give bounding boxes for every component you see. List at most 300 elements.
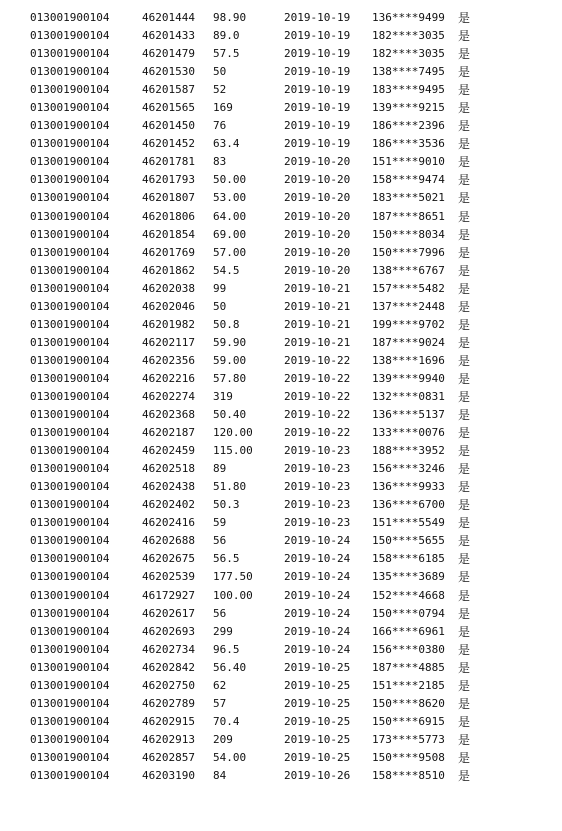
account-cell: 013001900104 — [30, 263, 110, 277]
table-row — [0, 749, 562, 767]
date-cell: 2019-10-22 — [284, 389, 351, 403]
account-cell: 013001900104 — [30, 444, 110, 458]
flag-cell: 是 — [458, 606, 471, 621]
amount-cell: 50 — [213, 299, 227, 313]
account-cell: 013001900104 — [30, 588, 110, 602]
order-number-cell: 46201769 — [142, 245, 195, 259]
amount-cell: 50 — [213, 65, 227, 79]
phone-cell: 138****6767 — [372, 263, 445, 277]
order-number-cell: 46202675 — [142, 552, 195, 566]
account-cell: 013001900104 — [30, 642, 110, 656]
table-row — [0, 298, 562, 316]
date-cell: 2019-10-25 — [284, 750, 351, 764]
account-cell: 013001900104 — [30, 11, 110, 24]
table-row — [0, 659, 562, 677]
phone-cell: 136****5137 — [372, 408, 445, 422]
amount-cell: 319 — [213, 389, 233, 403]
flag-cell: 是 — [458, 137, 471, 152]
order-number-cell: 46172927 — [142, 588, 195, 602]
amount-cell: 56.5 — [213, 552, 240, 566]
account-cell: 013001900104 — [30, 678, 110, 692]
flag-cell: 是 — [458, 624, 471, 639]
flag-cell: 是 — [458, 155, 471, 170]
table-row — [0, 117, 562, 135]
account-cell: 013001900104 — [30, 498, 110, 512]
amount-cell: 59.90 — [213, 335, 247, 349]
account-cell: 013001900104 — [30, 29, 110, 43]
flag-cell: 是 — [458, 516, 471, 531]
table-row — [0, 406, 562, 424]
phone-cell: 156****0380 — [372, 642, 445, 656]
phone-cell: 166****6961 — [372, 624, 445, 638]
table-row — [0, 171, 562, 189]
phone-cell: 187****4885 — [372, 660, 445, 674]
amount-cell: 57.00 — [213, 245, 247, 259]
flag-cell: 是 — [458, 101, 471, 116]
table-row — [0, 496, 562, 514]
table-row — [0, 568, 562, 586]
date-cell: 2019-10-20 — [284, 263, 351, 277]
date-cell: 2019-10-26 — [284, 768, 351, 782]
order-number-cell: 46201587 — [142, 83, 195, 97]
phone-cell: 186****3536 — [372, 137, 445, 151]
flag-cell: 是 — [458, 209, 471, 224]
order-number-cell: 46202617 — [142, 606, 195, 620]
amount-cell: 98.90 — [213, 11, 247, 24]
order-number-cell: 46202518 — [142, 462, 195, 476]
amount-cell: 57 — [213, 696, 227, 710]
account-cell: 013001900104 — [30, 408, 110, 422]
date-cell: 2019-10-22 — [284, 371, 351, 385]
account-cell: 013001900104 — [30, 768, 110, 782]
table-row — [0, 9, 562, 27]
order-number-cell: 46202459 — [142, 444, 195, 458]
amount-cell: 299 — [213, 624, 233, 638]
order-number-cell: 46202693 — [142, 624, 195, 638]
amount-cell: 54.5 — [213, 263, 240, 277]
date-cell: 2019-10-19 — [284, 83, 351, 97]
flag-cell: 是 — [458, 47, 471, 62]
phone-cell: 182****3035 — [372, 29, 445, 43]
account-cell: 013001900104 — [30, 480, 110, 494]
phone-cell: 136****9933 — [372, 480, 445, 494]
amount-cell: 53.00 — [213, 191, 247, 205]
amount-cell: 63.4 — [213, 137, 240, 151]
account-cell: 013001900104 — [30, 624, 110, 638]
account-cell: 013001900104 — [30, 299, 110, 313]
account-cell: 013001900104 — [30, 570, 110, 584]
table-row — [0, 244, 562, 262]
flag-cell: 是 — [458, 65, 471, 80]
order-number-cell: 46202402 — [142, 498, 195, 512]
amount-cell: 76 — [213, 119, 227, 133]
table-row — [0, 27, 562, 45]
date-cell: 2019-10-22 — [284, 408, 351, 422]
order-number-cell: 46201806 — [142, 209, 195, 223]
table-row — [0, 334, 562, 352]
amount-cell: 70.4 — [213, 714, 240, 728]
table-row — [0, 677, 562, 695]
date-cell: 2019-10-19 — [284, 29, 351, 43]
order-number-cell: 46201433 — [142, 29, 195, 43]
order-number-cell: 46202356 — [142, 353, 195, 367]
phone-cell: 151****2185 — [372, 678, 445, 692]
order-number-cell: 46202117 — [142, 335, 195, 349]
phone-cell: 150****7996 — [372, 245, 445, 259]
flag-cell: 是 — [458, 714, 471, 729]
order-number-cell: 46201862 — [142, 263, 195, 277]
amount-cell: 51.80 — [213, 480, 247, 494]
date-cell: 2019-10-21 — [284, 281, 351, 295]
flag-cell: 是 — [458, 299, 471, 314]
flag-cell: 是 — [458, 678, 471, 693]
flag-cell: 是 — [458, 642, 471, 657]
order-number-cell: 46202368 — [142, 408, 195, 422]
amount-cell: 89 — [213, 462, 227, 476]
order-number-cell: 46202416 — [142, 516, 195, 530]
date-cell: 2019-10-23 — [284, 498, 351, 512]
flag-cell: 是 — [458, 281, 471, 296]
account-cell: 013001900104 — [30, 65, 110, 79]
amount-cell: 83 — [213, 155, 227, 169]
table-row — [0, 713, 562, 731]
flag-cell: 是 — [458, 353, 471, 368]
flag-cell: 是 — [458, 317, 471, 332]
phone-cell: 133****0076 — [372, 426, 445, 440]
date-cell: 2019-10-23 — [284, 462, 351, 476]
date-cell: 2019-10-22 — [284, 353, 351, 367]
table-row — [0, 153, 562, 171]
phone-cell: 150****8034 — [372, 227, 445, 241]
phone-cell: 173****5773 — [372, 732, 445, 746]
account-cell: 013001900104 — [30, 389, 110, 403]
amount-cell: 64.00 — [213, 209, 247, 223]
account-cell: 013001900104 — [30, 353, 110, 367]
table-row — [0, 135, 562, 153]
phone-cell: 182****3035 — [372, 47, 445, 61]
table-row — [0, 388, 562, 406]
table-row — [0, 695, 562, 713]
flag-cell: 是 — [458, 732, 471, 747]
flag-cell: 是 — [458, 588, 471, 603]
order-number-cell: 46202216 — [142, 371, 195, 385]
amount-cell: 96.5 — [213, 642, 240, 656]
date-cell: 2019-10-19 — [284, 65, 351, 79]
order-number-cell: 46203190 — [142, 768, 195, 782]
order-number-cell: 46202734 — [142, 642, 195, 656]
table-row — [0, 262, 562, 280]
phone-cell: 199****9702 — [372, 317, 445, 331]
amount-cell: 50.40 — [213, 408, 247, 422]
account-cell: 013001900104 — [30, 173, 110, 187]
table-row — [0, 81, 562, 99]
account-cell: 013001900104 — [30, 191, 110, 205]
amount-cell: 57.5 — [213, 47, 240, 61]
amount-cell: 59 — [213, 516, 227, 530]
flag-cell: 是 — [458, 570, 471, 585]
flag-cell: 是 — [458, 462, 471, 477]
date-cell: 2019-10-24 — [284, 606, 351, 620]
account-cell: 013001900104 — [30, 371, 110, 385]
account-cell: 013001900104 — [30, 462, 110, 476]
amount-cell: 100.00 — [213, 588, 253, 602]
date-cell: 2019-10-21 — [284, 335, 351, 349]
date-cell: 2019-10-20 — [284, 245, 351, 259]
phone-cell: 183****5021 — [372, 191, 445, 205]
date-cell: 2019-10-25 — [284, 732, 351, 746]
phone-cell: 188****3952 — [372, 444, 445, 458]
amount-cell: 177.50 — [213, 570, 253, 584]
amount-cell: 50.8 — [213, 317, 240, 331]
phone-cell: 156****3246 — [372, 462, 445, 476]
flag-cell: 是 — [458, 389, 471, 404]
date-cell: 2019-10-19 — [284, 47, 351, 61]
flag-cell: 是 — [458, 245, 471, 260]
order-number-cell: 46202842 — [142, 660, 195, 674]
flag-cell: 是 — [458, 750, 471, 765]
flag-cell: 是 — [458, 426, 471, 441]
phone-cell: 158****8510 — [372, 768, 445, 782]
account-cell: 013001900104 — [30, 696, 110, 710]
amount-cell: 57.80 — [213, 371, 247, 385]
date-cell: 2019-10-25 — [284, 696, 351, 710]
amount-cell: 54.00 — [213, 750, 247, 764]
phone-cell: 150****5655 — [372, 534, 445, 548]
account-cell: 013001900104 — [30, 137, 110, 151]
phone-cell: 132****0831 — [372, 389, 445, 403]
phone-cell: 158****9474 — [372, 173, 445, 187]
order-number-cell: 46202789 — [142, 696, 195, 710]
phone-cell: 150****8620 — [372, 696, 445, 710]
table-row — [0, 45, 562, 63]
date-cell: 2019-10-19 — [284, 101, 351, 115]
amount-cell: 56.40 — [213, 660, 247, 674]
amount-cell: 115.00 — [213, 444, 253, 458]
date-cell: 2019-10-25 — [284, 678, 351, 692]
order-number-cell: 46201854 — [142, 227, 195, 241]
table-row — [0, 514, 562, 532]
table-row — [0, 605, 562, 623]
table-row — [0, 99, 562, 117]
flag-cell: 是 — [458, 335, 471, 350]
account-cell: 013001900104 — [30, 516, 110, 530]
flag-cell: 是 — [458, 480, 471, 495]
order-number-cell: 46202274 — [142, 389, 195, 403]
account-cell: 013001900104 — [30, 47, 110, 61]
account-cell: 013001900104 — [30, 101, 110, 115]
amount-cell: 209 — [213, 732, 233, 746]
table-row — [0, 316, 562, 334]
amount-cell: 69.00 — [213, 227, 247, 241]
order-number-cell: 46202038 — [142, 281, 195, 295]
order-number-cell: 46202688 — [142, 534, 195, 548]
amount-cell: 56 — [213, 606, 227, 620]
order-number-cell: 46201793 — [142, 173, 195, 187]
order-number-cell: 46201452 — [142, 137, 195, 151]
date-cell: 2019-10-20 — [284, 227, 351, 241]
phone-cell: 152****4668 — [372, 588, 445, 602]
account-cell: 013001900104 — [30, 606, 110, 620]
date-cell: 2019-10-21 — [284, 299, 351, 313]
flag-cell: 是 — [458, 552, 471, 567]
flag-cell: 是 — [458, 768, 471, 783]
flag-cell: 是 — [458, 696, 471, 711]
phone-cell: 138****7495 — [372, 65, 445, 79]
table-row — [0, 442, 562, 460]
date-cell: 2019-10-23 — [284, 480, 351, 494]
date-cell: 2019-10-24 — [284, 570, 351, 584]
table-row — [0, 623, 562, 641]
phone-cell: 150****0794 — [372, 606, 445, 620]
table-row — [0, 280, 562, 298]
amount-cell: 99 — [213, 281, 227, 295]
phone-cell: 135****3689 — [372, 570, 445, 584]
order-number-cell: 46202438 — [142, 480, 195, 494]
flag-cell: 是 — [458, 29, 471, 44]
account-cell: 013001900104 — [30, 227, 110, 241]
order-number-cell: 46202750 — [142, 678, 195, 692]
date-cell: 2019-10-23 — [284, 516, 351, 530]
flag-cell: 是 — [458, 119, 471, 134]
table-row — [0, 478, 562, 496]
amount-cell: 56 — [213, 534, 227, 548]
amount-cell: 50.00 — [213, 173, 247, 187]
flag-cell: 是 — [458, 191, 471, 206]
date-cell: 2019-10-24 — [284, 534, 351, 548]
amount-cell: 50.3 — [213, 498, 240, 512]
phone-cell: 157****5482 — [372, 281, 445, 295]
date-cell: 2019-10-24 — [284, 642, 351, 656]
phone-cell: 138****1696 — [372, 353, 445, 367]
phone-cell: 151****5549 — [372, 516, 445, 530]
phone-cell: 187****8651 — [372, 209, 445, 223]
date-cell: 2019-10-23 — [284, 444, 351, 458]
records-table — [0, 9, 562, 785]
phone-cell: 150****6915 — [372, 714, 445, 728]
order-number-cell: 46201982 — [142, 317, 195, 331]
date-cell: 2019-10-19 — [284, 137, 351, 151]
date-cell: 2019-10-20 — [284, 209, 351, 223]
phone-cell: 187****9024 — [372, 335, 445, 349]
account-cell: 013001900104 — [30, 155, 110, 169]
order-number-cell: 46201781 — [142, 155, 195, 169]
flag-cell: 是 — [458, 371, 471, 386]
order-number-cell: 46201450 — [142, 119, 195, 133]
table-row — [0, 352, 562, 370]
account-cell: 013001900104 — [30, 281, 110, 295]
account-cell: 013001900104 — [30, 732, 110, 746]
date-cell: 2019-10-24 — [284, 588, 351, 602]
phone-cell: 137****2448 — [372, 299, 445, 313]
flag-cell: 是 — [458, 83, 471, 98]
account-cell: 013001900104 — [30, 209, 110, 223]
phone-cell: 136****6700 — [372, 498, 445, 512]
account-cell: 013001900104 — [30, 750, 110, 764]
date-cell: 2019-10-24 — [284, 552, 351, 566]
date-cell: 2019-10-22 — [284, 426, 351, 440]
account-cell: 013001900104 — [30, 552, 110, 566]
date-cell: 2019-10-24 — [284, 624, 351, 638]
table-row — [0, 424, 562, 442]
amount-cell: 89.0 — [213, 29, 240, 43]
date-cell: 2019-10-20 — [284, 155, 351, 169]
account-cell: 013001900104 — [30, 83, 110, 97]
flag-cell: 是 — [458, 498, 471, 513]
date-cell: 2019-10-25 — [284, 714, 351, 728]
flag-cell: 是 — [458, 408, 471, 423]
table-row — [0, 641, 562, 659]
table-row — [0, 226, 562, 244]
order-number-cell: 46201479 — [142, 47, 195, 61]
account-cell: 013001900104 — [30, 245, 110, 259]
table-row — [0, 370, 562, 388]
order-number-cell: 46202539 — [142, 570, 195, 584]
account-cell: 013001900104 — [30, 660, 110, 674]
order-number-cell: 46201565 — [142, 101, 195, 115]
flag-cell: 是 — [458, 263, 471, 278]
order-number-cell: 46202046 — [142, 299, 195, 313]
flag-cell: 是 — [458, 11, 471, 25]
flag-cell: 是 — [458, 173, 471, 188]
date-cell: 2019-10-21 — [284, 317, 351, 331]
date-cell: 2019-10-25 — [284, 660, 351, 674]
phone-cell: 151****9010 — [372, 155, 445, 169]
order-number-cell: 46202187 — [142, 426, 195, 440]
account-cell: 013001900104 — [30, 534, 110, 548]
table-row — [0, 208, 562, 226]
table-row — [0, 587, 562, 605]
account-cell: 013001900104 — [30, 335, 110, 349]
order-number-cell: 46201807 — [142, 191, 195, 205]
date-cell: 2019-10-19 — [284, 119, 351, 133]
amount-cell: 62 — [213, 678, 227, 692]
order-number-cell: 46202913 — [142, 732, 195, 746]
phone-cell: 139****9215 — [372, 101, 445, 115]
phone-cell: 186****2396 — [372, 119, 445, 133]
phone-cell: 158****6185 — [372, 552, 445, 566]
table-row — [0, 731, 562, 749]
flag-cell: 是 — [458, 534, 471, 549]
table-row — [0, 63, 562, 81]
flag-cell: 是 — [458, 660, 471, 675]
order-number-cell: 46201530 — [142, 65, 195, 79]
account-cell: 013001900104 — [30, 426, 110, 440]
order-number-cell: 46201444 — [142, 11, 195, 24]
phone-cell: 183****9495 — [372, 83, 445, 97]
amount-cell: 169 — [213, 101, 233, 115]
phone-cell: 150****9508 — [372, 750, 445, 764]
table-row — [0, 189, 562, 207]
table-row — [0, 550, 562, 568]
account-cell: 013001900104 — [30, 714, 110, 728]
date-cell: 2019-10-19 — [284, 11, 351, 24]
phone-cell: 139****9940 — [372, 371, 445, 385]
amount-cell: 84 — [213, 768, 227, 782]
amount-cell: 120.00 — [213, 426, 253, 440]
account-cell: 013001900104 — [30, 119, 110, 133]
amount-cell: 59.00 — [213, 353, 247, 367]
table-row — [0, 460, 562, 478]
account-cell: 013001900104 — [30, 317, 110, 331]
phone-cell: 136****9499 — [372, 11, 445, 24]
flag-cell: 是 — [458, 227, 471, 242]
flag-cell: 是 — [458, 444, 471, 459]
amount-cell: 52 — [213, 83, 227, 97]
order-number-cell: 46202915 — [142, 714, 195, 728]
table-row — [0, 532, 562, 550]
date-cell: 2019-10-20 — [284, 191, 351, 205]
order-number-cell: 46202857 — [142, 750, 195, 764]
